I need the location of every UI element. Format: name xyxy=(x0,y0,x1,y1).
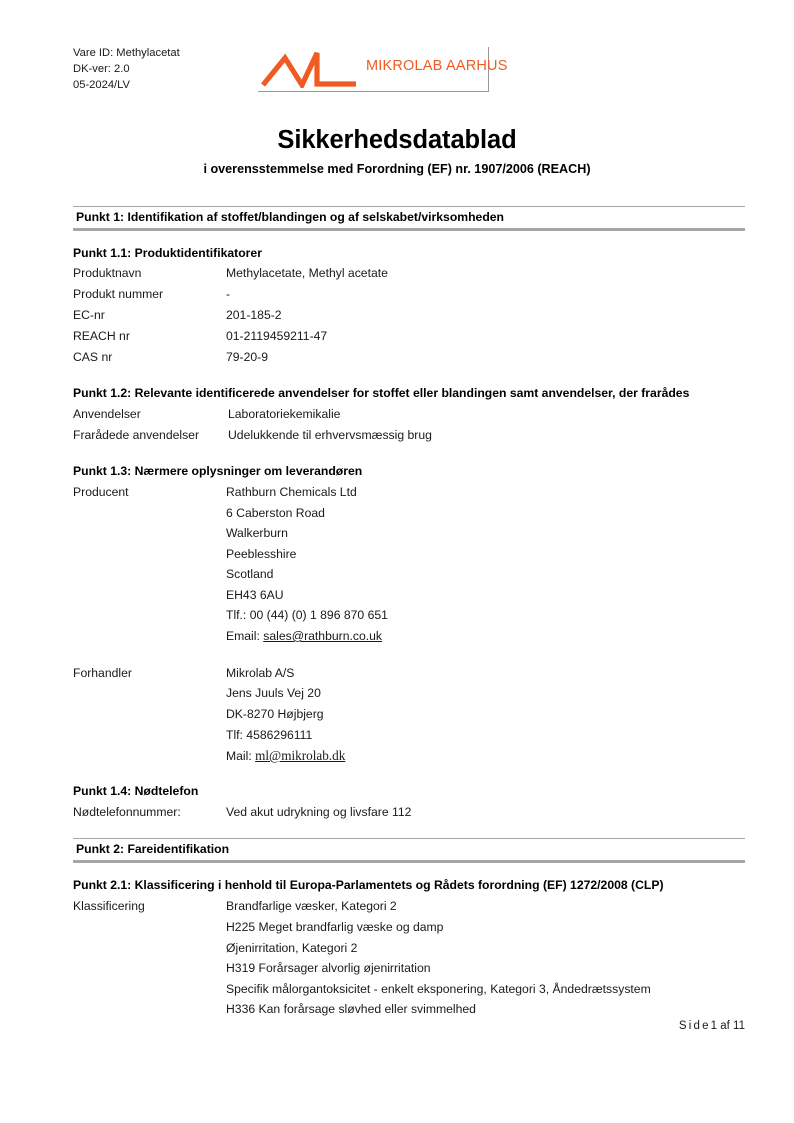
klassificering-line-6: H336 Kan forårsage sløvhed eller svimmelhed xyxy=(226,1002,476,1016)
klassificering-line-1: Brandfarlige væsker, Kategori 2 xyxy=(226,899,397,913)
document-meta xyxy=(73,45,180,94)
producent-address-row xyxy=(73,506,763,527)
mikrolab-logo-icon xyxy=(261,50,361,88)
section-header-punkt-1-label: Punkt 1: Identifikation af stoffet/blandingen og af selskabet/virksomheden xyxy=(76,210,504,224)
row-forhandler-label: Forhandler xyxy=(73,666,132,680)
forhandler-address-row xyxy=(73,707,763,728)
row-ec-nr-value: 201-185-2 xyxy=(226,308,282,322)
row-ec-nr xyxy=(73,308,763,329)
forhandler-email-link[interactable]: ml@mikrolab.dk xyxy=(255,748,346,763)
subheading-punkt-1-2: Punkt 1.2: Relevante identificerede anvendelser for stoffet eller blandingen samt anvendelser, der frarådes xyxy=(73,386,690,400)
section-header-punkt-2 xyxy=(73,838,745,863)
producent-line-3: Walkerburn xyxy=(226,526,288,540)
klassificering-row xyxy=(73,920,763,941)
row-cas-nr-label: CAS nr xyxy=(73,350,113,364)
row-produkt-nummer-value: - xyxy=(226,287,231,301)
producent-line-4: Peeblesshire xyxy=(226,547,297,561)
row-nodtelefonnummer-label: Nødtelefonnummer: xyxy=(73,805,181,819)
subheading-punkt-1-4: Punkt 1.4: Nødtelefon xyxy=(73,784,199,798)
producent-phone: Tlf.: 00 (44) (0) 1 896 870 651 xyxy=(226,608,388,622)
producent-line-6: EH43 6AU xyxy=(226,588,284,602)
footer-side-label: Side xyxy=(678,1020,711,1032)
row-fraradede-anvendelser-label: Frarådede anvendelser xyxy=(73,428,200,442)
row-producent-label: Producent xyxy=(73,485,129,499)
row-reach-nr-value: 01-2119459211-47 xyxy=(226,329,328,343)
row-fraradede-anvendelser-value: Udelukkende til erhvervsmæssig brug xyxy=(228,428,432,442)
subheading-punkt-1-1: Punkt 1.1: Produktidentifikatorer xyxy=(73,246,262,260)
forhandler-phone: Tlf: 4586296111 xyxy=(226,728,313,742)
forhandler-line-2: Jens Juuls Vej 20 xyxy=(226,686,321,700)
page-subtitle: i overensstemmelse med Forordning (EF) nr. 1907/2006 (REACH) xyxy=(203,162,591,176)
page-footer xyxy=(0,1020,745,1032)
forhandler-phone-row xyxy=(73,728,763,749)
producent-address-row xyxy=(73,526,763,547)
logo-container xyxy=(258,47,508,92)
klassificering-line-3: Øjenirritation, Kategori 2 xyxy=(226,941,358,955)
document-header xyxy=(73,45,745,95)
section-header-punkt-2-label: Punkt 2: Fareidentifikation xyxy=(76,842,230,856)
row-anvendelser-label: Anvendelser xyxy=(73,407,141,421)
page-title: Sikkerhedsdatablad xyxy=(277,126,517,154)
row-klassificering xyxy=(73,899,763,920)
row-klassificering-label: Klassificering xyxy=(73,899,145,913)
section-header-punkt-1 xyxy=(73,206,745,231)
row-forhandler xyxy=(73,666,763,687)
forhandler-line-3: DK-8270 Højbjerg xyxy=(226,707,324,721)
producent-line-2: 6 Caberston Road xyxy=(226,506,325,520)
klassificering-line-2: H225 Meget brandfarlig væske og damp xyxy=(226,920,444,934)
row-anvendelser xyxy=(73,407,763,428)
row-produktnavn-value: Methylacetate, Methyl acetate xyxy=(226,266,388,280)
klassificering-line-4: H319 Forårsager alvorlig øjenirritation xyxy=(226,961,431,975)
meta-line-date: 05-2024/LV xyxy=(73,79,131,92)
forhandler-email-prefix: Mail: xyxy=(226,749,256,763)
producent-phone-row xyxy=(73,608,763,629)
subheading-punkt-1-3: Punkt 1.3: Nærmere oplysninger om leverandøren xyxy=(73,464,363,478)
producent-address-row xyxy=(73,567,763,588)
producent-email-link[interactable]: sales@rathburn.co.uk xyxy=(263,629,382,643)
klassificering-line-5: Specifik målorgantoksicitet - enkelt eksponering, Kategori 3, Åndedrætssystem xyxy=(226,982,651,996)
meta-line-vare-id: Vare ID: Methylacetat xyxy=(73,47,180,59)
row-producent xyxy=(73,485,763,506)
forhandler-line-1: Mikrolab A/S xyxy=(226,666,295,680)
row-ec-nr-label: EC-nr xyxy=(73,308,105,322)
producent-email-wrapper xyxy=(226,629,382,643)
row-produktnavn xyxy=(73,266,763,287)
logo-wordmark: MIKROLAB AARHUS xyxy=(366,58,508,74)
row-nodtelefonnummer-value: Ved akut udrykning og livsfare 112 xyxy=(226,805,412,819)
forhandler-address-row xyxy=(73,686,763,707)
forhandler-email-row xyxy=(73,748,763,769)
row-produkt-nummer-label: Produkt nummer xyxy=(73,287,164,301)
klassificering-row xyxy=(73,941,763,962)
row-cas-nr xyxy=(73,350,763,371)
row-produktnavn-label: Produktnavn xyxy=(73,266,142,280)
meta-line-version: DK-ver: 2.0 xyxy=(73,63,130,76)
producent-email-row xyxy=(73,629,763,650)
producent-line-1: Rathburn Chemicals Ltd xyxy=(226,485,357,499)
subheading-punkt-2-1: Punkt 2.1: Klassificering i henhold til Europa-Parlamentets og Rådets forordning (EF) 1272/2008 (CLP) xyxy=(73,878,664,892)
row-reach-nr-label: REACH nr xyxy=(73,329,130,343)
row-nodtelefonnummer xyxy=(73,805,763,826)
producent-line-5: Scotland xyxy=(226,567,274,581)
producent-address-row xyxy=(73,547,763,568)
klassificering-row xyxy=(73,961,763,982)
row-fraradede-anvendelser xyxy=(73,428,763,449)
footer-page-info: 1 af 11 xyxy=(710,1020,745,1032)
klassificering-row xyxy=(73,982,763,1003)
row-anvendelser-value: Laboratoriekemikalie xyxy=(228,407,341,421)
row-produkt-nummer xyxy=(73,287,763,308)
row-reach-nr xyxy=(73,329,763,350)
row-cas-nr-value: 79-20-9 xyxy=(226,350,269,364)
producent-address-row xyxy=(73,588,763,609)
forhandler-email-wrapper xyxy=(226,748,345,764)
producent-email-prefix: Email: xyxy=(226,629,264,643)
